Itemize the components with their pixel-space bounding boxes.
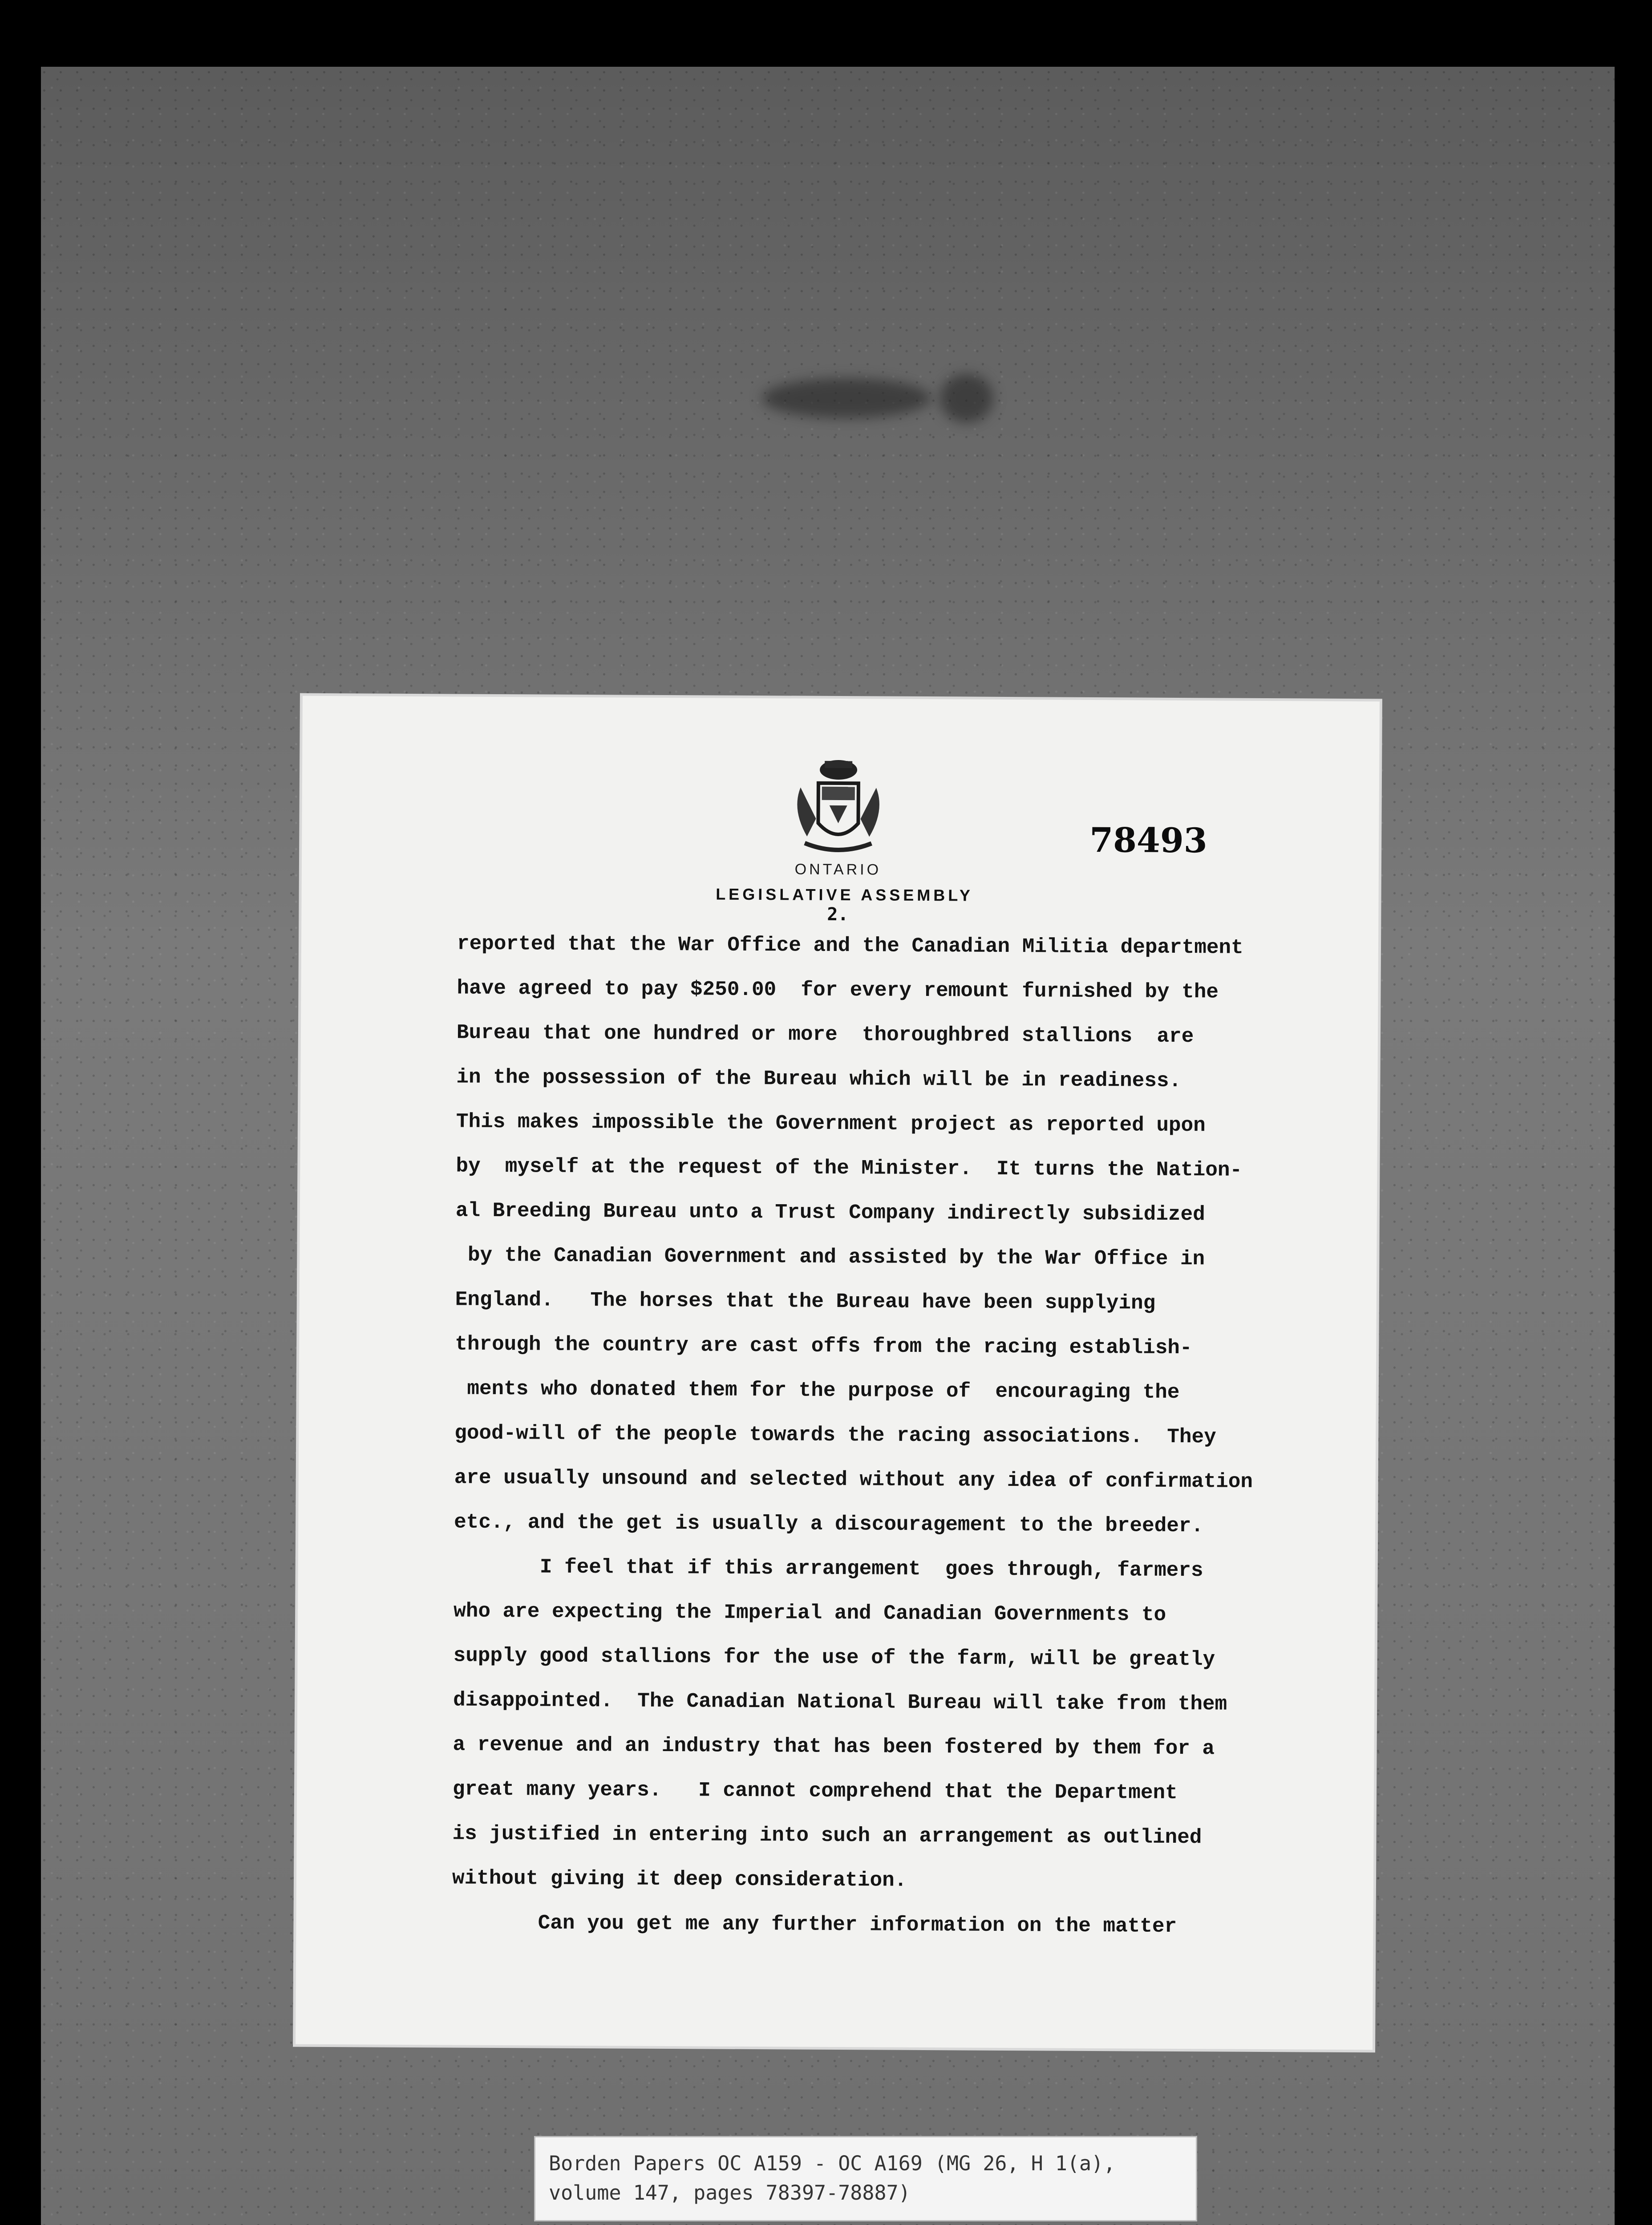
body-line: etc., and the get is usually a discouragement to the breeder. (454, 1510, 1204, 1538)
body-line: by myself at the request of the Minister. It turns the Nation- (456, 1154, 1243, 1182)
page-number: 2. (827, 904, 849, 925)
coat-of-arms-icon (787, 752, 890, 859)
body-line: have agreed to pay $250.00 for every remount furnished by the (457, 976, 1219, 1004)
body-line: disappointed. The Canadian National Bureau will take from them (453, 1688, 1227, 1716)
microfilm-frame (41, 67, 1615, 2225)
body-line: a revenue and an industry that has been fostered by them for a (453, 1733, 1215, 1760)
body-line: are usually unsound and selected without any idea of confirmation (454, 1466, 1253, 1493)
body-line: who are expecting the Imperial and Canadian Governments to (453, 1599, 1166, 1626)
body-line: Can you get me any further information on the matter (452, 1911, 1177, 1938)
body-line: through the country are cast offs from the racing establish- (455, 1332, 1192, 1360)
body-line: al Breeding Bureau unto a Trust Company indirectly subsidized (455, 1199, 1205, 1226)
body-line: great many years. I cannot comprehend that the Department (452, 1777, 1178, 1805)
letterhead-institution: LEGISLATIVE ASSEMBLY (716, 885, 974, 905)
body-line: This makes impossible the Government project as reported upon (456, 1110, 1206, 1137)
body-line: by the Canadian Government and assisted by the War Office in (455, 1243, 1205, 1271)
body-line: without giving it deep consideration. (452, 1866, 907, 1892)
document-number: 78493 (1089, 820, 1207, 861)
body-line: I feel that if this arrangement goes through, farmers (453, 1555, 1203, 1582)
reference-line-1: Borden Papers OC A159 - OC A169 (MG 26, H 1(a), (549, 2152, 1116, 2175)
document-page (296, 696, 1380, 2050)
body-line: is justified in entering into such an arrangement as outlined (452, 1822, 1202, 1849)
film-smudge (940, 374, 993, 423)
body-line: England. The horses that the Bureau have been supplying (455, 1288, 1156, 1315)
film-smudge (762, 378, 931, 418)
body-line: Bureau that one hundred or more thoroughbred stallions are (456, 1021, 1194, 1048)
reference-line-2: volume 147, pages 78397-78887) (549, 2181, 911, 2205)
letter-body (452, 922, 1338, 1950)
archive-reference-label (534, 2136, 1197, 2221)
letterhead-province: ONTARIO (794, 861, 882, 878)
body-line: good-will of the people towards the racing associations. They (454, 1421, 1216, 1449)
body-line: ments who donated them for the purpose of encouraging the (454, 1377, 1180, 1404)
body-line: in the possession of the Bureau which will be in readiness. (456, 1065, 1182, 1093)
body-line: supply good stallions for the use of the farm, will be greatly (453, 1644, 1215, 1671)
body-line: reported that the War Office and the Canadian Militia department (457, 932, 1243, 959)
